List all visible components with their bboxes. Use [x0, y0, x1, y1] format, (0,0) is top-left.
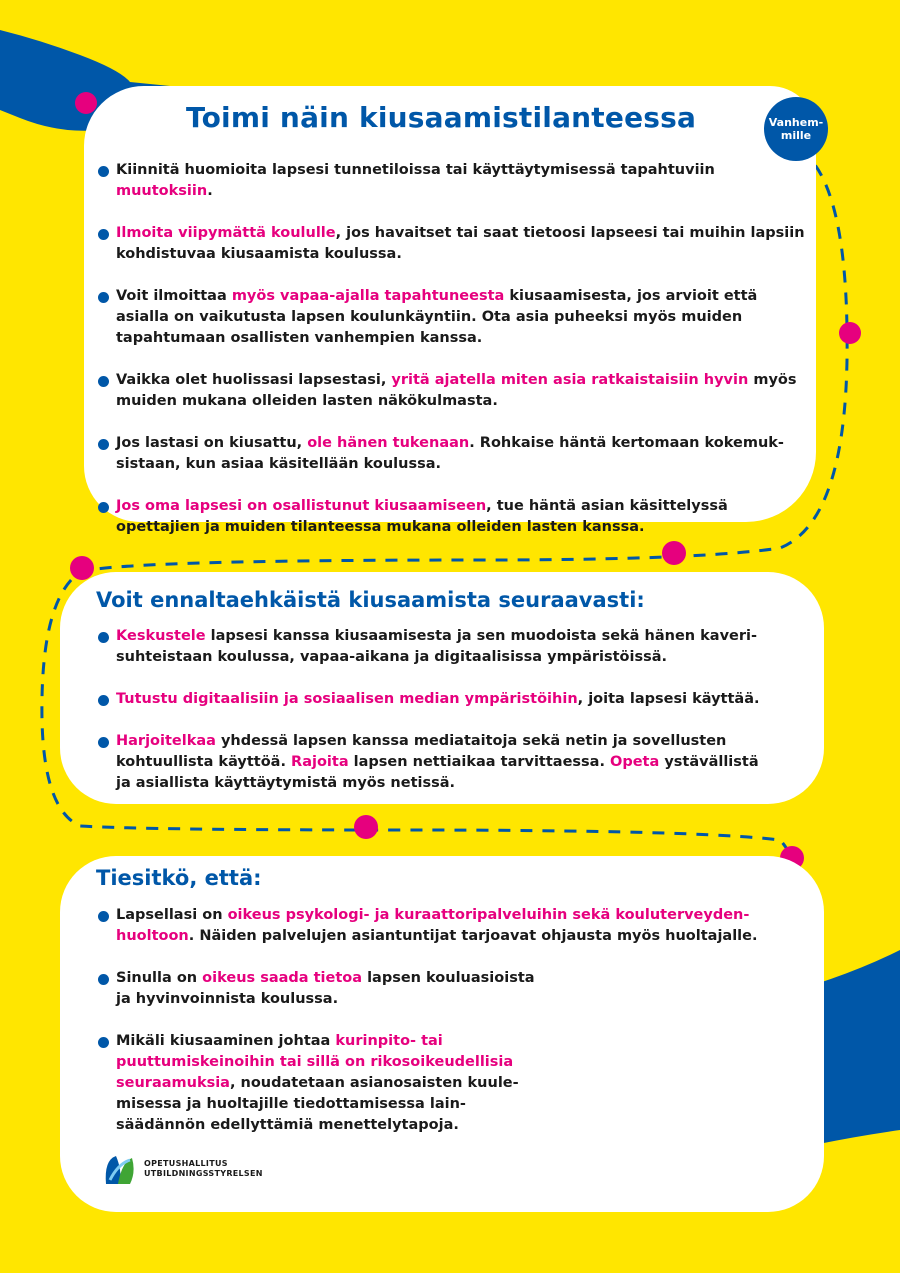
pink-dot	[354, 815, 378, 839]
list-item: Jos oma lapsesi on osallistunut kiusaamiseen, tue häntä asian käsittelyssä opettajien ja muiden tilanteessa mukana olleiden lasten kanssa.	[96, 496, 806, 538]
logo-line: UTBILDNINGSSTYRELSEN	[144, 1169, 263, 1178]
page-title: Toimi näin kiusaamistilanteessa	[186, 101, 697, 134]
logo-icon	[100, 1150, 138, 1188]
list-item: Vaikka olet huolissasi lapsestasi, yritä ajatella miten asia ratkaistaisiin hyvin myös muiden mukana olleiden lasten näkökulmasta.	[96, 370, 806, 412]
list-item: Voit ilmoittaa myös vapaa-ajalla tapahtuneesta kiusaamisesta, jos arvioit että asialla on vaikutusta lapsen koulunkäyntiin. Ota asia puheeksi myös muiden tapahtumaan osallisten vanhempien kanssa.	[96, 286, 806, 349]
list-item: Harjoitelkaa yhdessä lapsen kanssa mediataitoja sekä netin ja sovellusten kohtuullista käyttöä. Rajoita lapsen nettiaikaa tarvittaessa. Opeta ystävällistä ja asiallista käyttäytymistä myös netissä.	[96, 731, 776, 794]
list-item: Keskustele lapsesi kanssa kiusaamisesta ja sen muodoista sekä hänen kaverisuhteistaan koulussa, vapaa-aikana ja digitaalisissa ympäristöissä.	[96, 626, 776, 668]
pink-dot	[70, 556, 94, 580]
prevention-list	[96, 626, 776, 815]
audience-badge	[764, 97, 828, 161]
did-you-know-heading: Tiesitkö, että:	[96, 866, 262, 890]
list-item: Jos lastasi on kiusattu, ole hänen tukenaan. Rohkaise häntä kertomaan kokemuksistaan, kun asiaa käsitellään koulussa.	[96, 433, 806, 475]
list-item: Sinulla on oikeus saada tietoa lapsen kouluasioista ja hyvinvoinnista koulussa.	[96, 968, 536, 1010]
list-item: Tutustu digitaalisiin ja sosiaalisen median ympäristöihin, joita lapsesi käyttää.	[96, 689, 776, 710]
list-item: Mikäli kiusaaminen johtaa kurinpito- tai puuttumiskeinoihin tai sillä on rikosoikeudellisia seuraamuksia, noudatetaan asianosaisten kuulemisessa ja huoltajille tiedottamisessa lainsäädännön edellyttämiä menettelytapoja.	[96, 1031, 536, 1136]
pink-dot	[839, 322, 861, 344]
badge-line: Vanhem-	[768, 116, 824, 129]
prevention-heading: Voit ennaltaehkäistä kiusaamista seuraavasti:	[96, 588, 645, 612]
list-item: Ilmoita viipymättä koululle, jos havaitset tai saat tietoosi lapseesi tai muihin lapsiin kohdistuvaa kiusaamista koulussa.	[96, 223, 806, 265]
badge-line: mille	[780, 129, 812, 142]
list-item: Lapsellasi on oikeus psykologi- ja kuraattoripalveluihin sekä kouluterveydenhuoltoon. Näiden palvelujen asiantuntijat tarjoavat ohjausta myös huoltajalle.	[96, 905, 776, 947]
organization-logo	[100, 1150, 263, 1188]
list-item: Kiinnitä huomioita lapsesi tunnetiloissa tai käyttäytymisessä tapahtuviin muutoksiin.	[96, 160, 806, 202]
logo-line: OPETUSHALLITUS	[144, 1159, 228, 1168]
guidance-list	[96, 160, 806, 559]
did-you-know-list	[96, 905, 776, 1157]
